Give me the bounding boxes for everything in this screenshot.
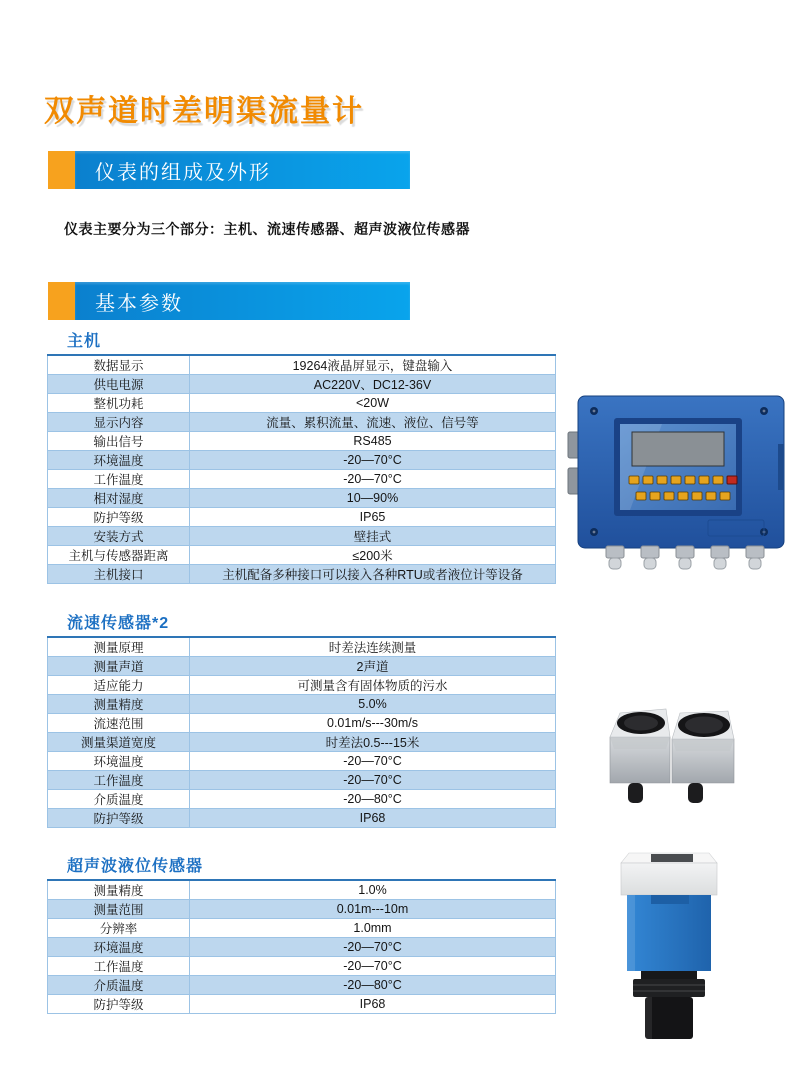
spec-value-cell: RS485	[190, 432, 556, 451]
hinge-tab	[778, 444, 784, 490]
spec-row	[48, 714, 556, 733]
intro-text: 仪表主要分为三个部分：主机、流速传感器、超声波液位传感器	[64, 221, 470, 237]
lcd-screen	[632, 432, 724, 466]
spec-value-cell: -20—70°C	[190, 938, 556, 957]
level-sensor-photo	[597, 845, 743, 1043]
spec-value-cell: -20—80°C	[190, 976, 556, 995]
spec-table-level-sensor	[47, 879, 556, 1014]
sensor-cap	[621, 853, 717, 895]
transducer-block-left	[610, 709, 670, 783]
spec-row	[48, 809, 556, 828]
spec-value-cell: 时差法连续测量	[190, 637, 556, 657]
main-unit-photo	[566, 392, 800, 572]
cap-display-window	[651, 854, 693, 862]
spec-label-cell: 测量原理	[48, 637, 190, 657]
spec-label-cell: 介质温度	[48, 976, 190, 995]
section-heading-basic-params: 基本参数	[95, 292, 183, 315]
section-bar-basic-params	[48, 282, 410, 320]
spec-label-cell: 工作温度	[48, 470, 190, 489]
spec-value-cell: <20W	[190, 394, 556, 413]
spec-value-cell: -20—70°C	[190, 957, 556, 976]
transducer-block-right	[672, 711, 734, 783]
spec-value-cell: IP68	[190, 995, 556, 1014]
blue-bar	[75, 151, 410, 189]
spec-value-cell: ≤200米	[190, 546, 556, 565]
spec-row	[48, 957, 556, 976]
section-heading-composition: 仪表的组成及外形	[95, 161, 271, 184]
section-bar-composition	[48, 151, 410, 189]
spec-label-cell: 环境温度	[48, 752, 190, 771]
spec-row	[48, 527, 556, 546]
spec-value-cell: 可测量含有固体物质的污水	[190, 676, 556, 695]
spec-value-cell: 壁挂式	[190, 527, 556, 546]
spec-row	[48, 790, 556, 809]
spec-row	[48, 508, 556, 527]
spec-value-cell: 2声道	[190, 657, 556, 676]
spec-label-cell: 测量精度	[48, 880, 190, 900]
spec-label-cell: 输出信号	[48, 432, 190, 451]
spec-value-cell: AC220V、DC12-36V	[190, 375, 556, 394]
spec-value-cell: 1.0mm	[190, 919, 556, 938]
spec-label-cell: 分辨率	[48, 919, 190, 938]
spec-row	[48, 375, 556, 394]
blue-bar	[75, 282, 410, 320]
spec-value-cell: 10—90%	[190, 489, 556, 508]
mounting-posts	[628, 783, 703, 803]
spec-label-cell: 供电电源	[48, 375, 190, 394]
spec-row	[48, 432, 556, 451]
spec-label-cell: 环境温度	[48, 938, 190, 957]
spec-row	[48, 489, 556, 508]
spec-value-cell: IP68	[190, 809, 556, 828]
spec-row	[48, 355, 556, 375]
spec-label-cell: 测量范围	[48, 900, 190, 919]
spec-value-cell: 0.01m/s---30m/s	[190, 714, 556, 733]
spec-row	[48, 546, 556, 565]
spec-label-cell: 环境温度	[48, 451, 190, 470]
spec-table-velocity-sensor	[47, 636, 556, 828]
table-title-level-sensor: 超声波液位传感器	[67, 858, 204, 875]
spec-value-cell: 19264液晶屏显示，键盘输入	[190, 355, 556, 375]
spec-label-cell: 整机功耗	[48, 394, 190, 413]
spec-row	[48, 413, 556, 432]
spec-row	[48, 470, 556, 489]
spec-label-cell: 主机接口	[48, 565, 190, 584]
spec-value-cell: 流量、累积流量、流速、液位、信号等	[190, 413, 556, 432]
sensor-blue-body	[627, 895, 711, 971]
spec-row	[48, 676, 556, 695]
spec-label-cell: 流速范围	[48, 714, 190, 733]
spec-label-cell: 数据显示	[48, 355, 190, 375]
spec-label-cell: 测量渠道宽度	[48, 733, 190, 752]
spec-value-cell: -20—70°C	[190, 470, 556, 489]
spec-label-cell: 防护等级	[48, 809, 190, 828]
red-key	[727, 476, 737, 484]
spec-value-cell: -20—70°C	[190, 771, 556, 790]
spec-row	[48, 880, 556, 900]
spec-label-cell: 介质温度	[48, 790, 190, 809]
spec-label-cell: 相对湿度	[48, 489, 190, 508]
spec-value-cell: -20—70°C	[190, 451, 556, 470]
spec-row	[48, 565, 556, 584]
spec-row	[48, 394, 556, 413]
spec-label-cell: 主机与传感器距离	[48, 546, 190, 565]
spec-row	[48, 976, 556, 995]
spec-label-cell: 测量精度	[48, 695, 190, 714]
spec-row	[48, 900, 556, 919]
spec-row	[48, 637, 556, 657]
spec-row	[48, 695, 556, 714]
spec-table-main-unit	[47, 354, 556, 584]
spec-value-cell: 5.0%	[190, 695, 556, 714]
orange-accent-block	[48, 151, 75, 189]
spec-value-cell: 主机配备多种接口可以接入各种RTU或者液位计等设备	[190, 565, 556, 584]
spec-row	[48, 657, 556, 676]
spec-value-cell: 时差法0.5---15米	[190, 733, 556, 752]
spec-row	[48, 733, 556, 752]
spec-row	[48, 752, 556, 771]
table-title-velocity-sensor: 流速传感器*2	[67, 615, 170, 632]
spec-label-cell: 显示内容	[48, 413, 190, 432]
spec-row	[48, 451, 556, 470]
spec-value-cell: 1.0%	[190, 880, 556, 900]
spec-row	[48, 995, 556, 1014]
spec-row	[48, 771, 556, 790]
table-title-main-unit: 主机	[67, 333, 102, 350]
spec-label-cell: 防护等级	[48, 508, 190, 527]
spec-label-cell: 测量声道	[48, 657, 190, 676]
spec-value-cell: 0.01m---10m	[190, 900, 556, 919]
spec-value-cell: -20—80°C	[190, 790, 556, 809]
spec-label-cell: 安装方式	[48, 527, 190, 546]
orange-accent-block	[48, 282, 75, 320]
spec-value-cell: IP65	[190, 508, 556, 527]
spec-label-cell: 工作温度	[48, 957, 190, 976]
spec-row	[48, 938, 556, 957]
spec-label-cell: 工作温度	[48, 771, 190, 790]
velocity-sensor-photo	[596, 697, 750, 807]
spec-value-cell: -20—70°C	[190, 752, 556, 771]
cable-glands	[606, 546, 764, 569]
spec-label-cell: 防护等级	[48, 995, 190, 1014]
spec-row	[48, 919, 556, 938]
transducer-barrel	[633, 971, 705, 1039]
page-title: 双声道时差明渠流量计	[44, 95, 364, 128]
spec-label-cell: 适应能力	[48, 676, 190, 695]
